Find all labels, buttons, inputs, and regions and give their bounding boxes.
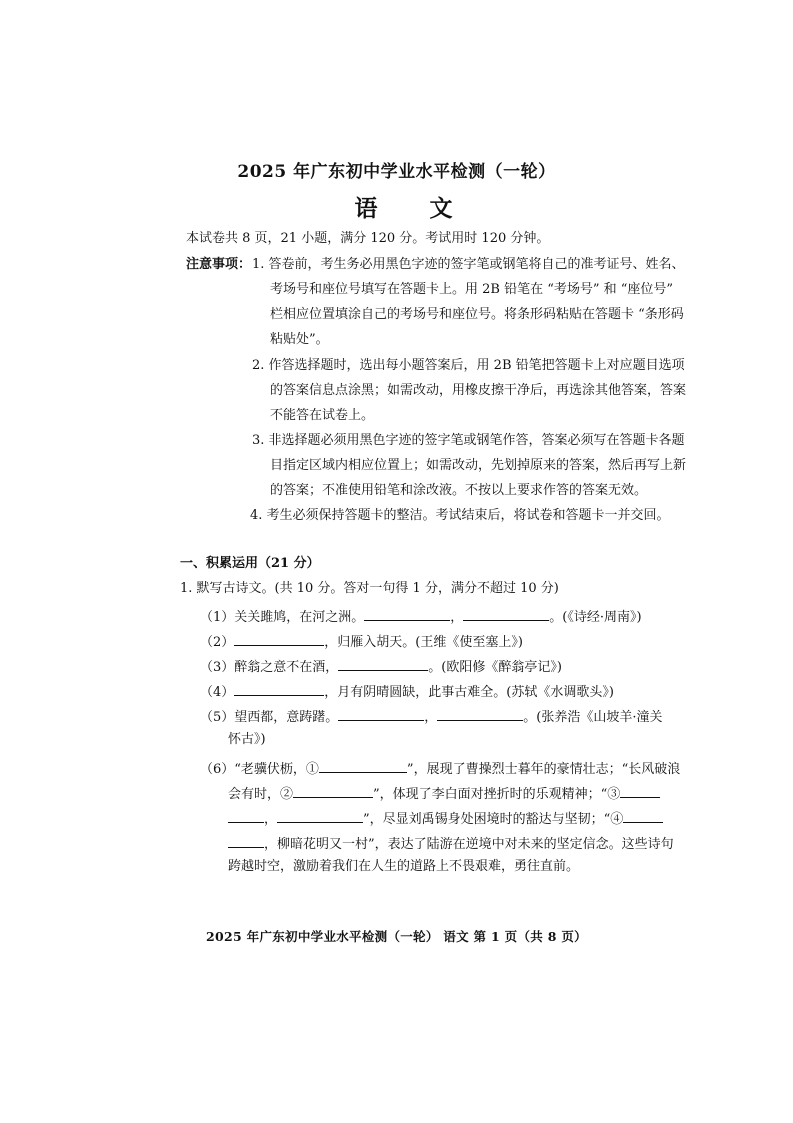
question-item-4: [200, 683, 614, 699]
item-text: ，: [450, 610, 464, 625]
answer-blank[interactable]: [437, 708, 523, 721]
answer-blank[interactable]: [234, 683, 324, 696]
notice-line: 1. 答卷前，考生务必用黑色字迹的签字笔或钢笔将自己的准考证号、姓名、: [252, 257, 685, 272]
item-text: 。(张养浩《山坡羊·潼关: [523, 710, 663, 725]
section-heading: 一、积累运用（21 分）: [180, 556, 320, 571]
item-text: （4）: [200, 685, 235, 700]
notice-label: 注意事项：: [186, 257, 252, 272]
notice-line: 的答案；不准使用铅笔和涂改液。不按以上要求作答的答案无效。: [270, 483, 648, 498]
exam-info: 本试卷共 8 页，21 小题，满分 120 分。考试用时 120 分钟。: [186, 231, 550, 246]
answer-blank[interactable]: [277, 810, 363, 823]
item-text: （2）: [200, 635, 235, 650]
question-item-6-line: [228, 835, 674, 851]
answer-blank[interactable]: [228, 810, 264, 823]
item-text: 跨越时空，激励着我们在人生的道路上不畏艰难，勇往直前。: [228, 859, 580, 874]
notice-line: 栏相应位置填涂自己的考场号和座位号。将条形码粘贴在答题卡 “条形码: [270, 307, 684, 322]
notice-line: 粘贴处”。: [270, 332, 329, 347]
question-item-5: [200, 708, 663, 724]
item-text: （6）“老骥伏枥，①: [200, 762, 319, 777]
item-text: 会有时，②: [228, 787, 294, 802]
notice-line: 不能答在试卷上。: [270, 408, 375, 423]
item-text: 。(《诗经·周南》): [549, 610, 642, 625]
notice-line: 2. 作答选择题时，选出每小题答案后，用 2B 铅笔把答题卡上对应题目选项: [252, 358, 685, 373]
exam-title: 2025 年广东初中学业水平检测（一轮）: [237, 162, 556, 182]
answer-blank[interactable]: [228, 835, 264, 848]
answer-blank[interactable]: [623, 810, 663, 823]
item-text: ”，展现了曹操烈士暮年的豪情壮志；“长风破浪: [406, 762, 681, 777]
question-item-6-line: [228, 810, 663, 826]
item-text: ”，体现了李白面对挫折时的乐观精神；“③: [373, 787, 621, 802]
answer-blank[interactable]: [234, 633, 324, 646]
item-text: ，柳暗花明又一村”，表达了陆游在逆境中对未来的坚定信念。这些诗句: [264, 837, 674, 852]
answer-blank[interactable]: [364, 608, 450, 621]
item-text: 。(欧阳修《醉翁亭记》): [428, 660, 562, 675]
item-text: ，归雁入胡天。(王维《使至塞上》): [324, 635, 523, 650]
notice-line: 考场号和座位号填写在答题卡上。用 2B 铅笔在 “考场号” 和 “座位号”: [270, 282, 674, 297]
answer-blank[interactable]: [293, 785, 373, 798]
question-item-1: [200, 608, 642, 624]
item-text: （5）望西都，意踌躇。: [200, 710, 339, 725]
question-item-6: [200, 760, 680, 776]
item-text: ，: [264, 812, 278, 827]
answer-blank[interactable]: [319, 760, 407, 773]
item-text: 怀古》): [228, 732, 266, 747]
question-item-6-line: [228, 785, 660, 801]
subject-title: 语 文: [354, 195, 475, 222]
item-text: （3）醉翁之意不在酒，: [200, 660, 339, 675]
item-text: ，月有阴晴圆缺，此事古难全。(苏轼《水调歌头》): [324, 685, 614, 700]
answer-blank[interactable]: [463, 608, 549, 621]
notice-line: 3. 非选择题必须用黑色字迹的签字笔或钢笔作答，答案必须写在答题卡各题: [252, 433, 685, 448]
notice-line: 的答案信息点涂黑；如需改动，用橡皮擦干净后，再选涂其他答案，答案: [270, 383, 687, 398]
answer-blank[interactable]: [338, 658, 428, 671]
item-text: ”，尽显刘禹锡身处困境时的豁达与坚韧；“④: [363, 812, 624, 827]
question-item-3: [200, 658, 562, 674]
notice-line: 目指定区域内相应位置上；如需改动，先划掉原来的答案，然后再写上新: [270, 458, 687, 473]
question-stem: 1. 默写古诗文。(共 10 分。答对一句得 1 分，满分不超过 10 分): [180, 581, 559, 596]
notice-line: 4. 考生必须保持答题卡的整洁。考试结束后，将试卷和答题卡一并交回。: [250, 508, 670, 523]
answer-blank[interactable]: [620, 785, 660, 798]
answer-blank[interactable]: [338, 708, 424, 721]
question-item-2: [200, 633, 523, 649]
item-text: （1）关关雎鸠，在河之洲。: [200, 610, 365, 625]
page-footer: 2025 年广东初中学业水平检测（一轮） 语文 第 1 页（共 8 页）: [206, 929, 587, 944]
item-text: ，: [424, 710, 438, 725]
